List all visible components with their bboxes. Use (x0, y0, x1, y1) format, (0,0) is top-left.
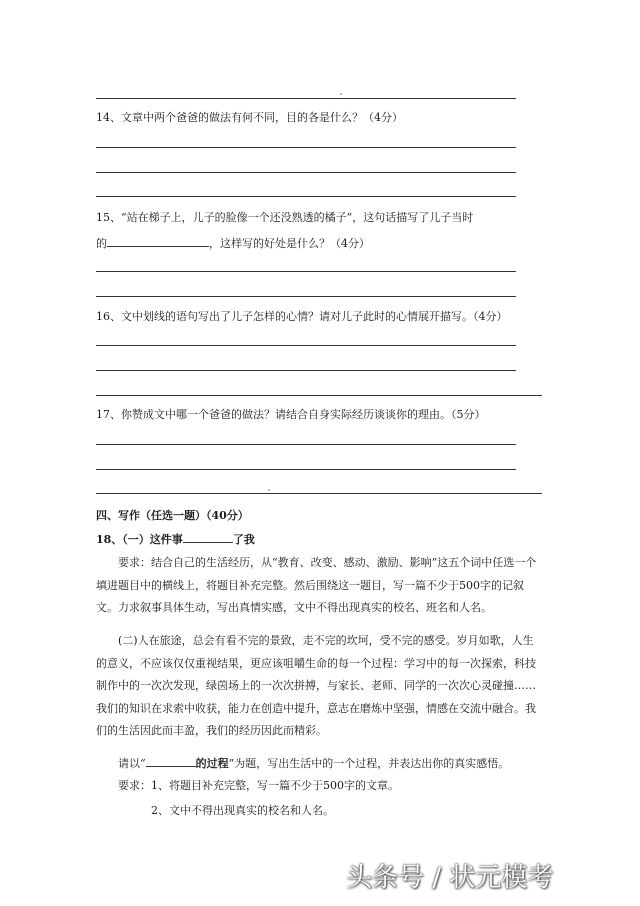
question-18-suffix: 了我 (232, 533, 255, 546)
question-15-pre: 的 (96, 237, 107, 250)
answer-line (96, 172, 516, 173)
question-14: 14、文章中两个爸爸的做法有何不同，目的各是什么？（4分） (96, 111, 403, 124)
fill-in-blank (183, 531, 233, 543)
requirement-1: 要求：结合自己的生活经历，从“教育、改变、感动、激励、影响”这五个词中任选一个填进题目中的横线上，将题目补充完整。然后围绕这一题目，写一篇不少于500字的记叙文。力求叙事具体生动，写出真情实感，文中不得出现真实的校名、班名和人名。 (96, 556, 537, 615)
answer-line (96, 395, 542, 396)
watermark: 头条号 / 状元模考 (346, 863, 554, 893)
prompt-pre: 请以“ (118, 757, 146, 770)
option-2-prompt (118, 755, 509, 771)
speck (340, 93, 342, 95)
answer-line (96, 196, 516, 197)
question-17: 17、你赞成文中哪一个爸爸的做法？请结合自身实际经历谈谈你的理由。（5分） (96, 408, 486, 421)
question-15-line2 (96, 235, 370, 251)
answer-line (96, 469, 516, 470)
question-15-post: ，这样写的好处是什么？（4分） (209, 237, 370, 250)
requirement-2-item-1: 要求：1、将题目补充完整，写一篇不少于500字的文章。 (118, 779, 399, 792)
question-16: 16、文中划线的语句写出了儿子怎样的心情？请对儿子此时的心情展开描写。（4分） (96, 310, 508, 323)
answer-line (96, 370, 516, 371)
question-18-title (96, 531, 255, 547)
answer-line (96, 345, 516, 346)
prompt-bold: 的过程 (195, 757, 229, 770)
answer-line (96, 493, 542, 494)
fill-in-blank (146, 755, 196, 767)
question-18-prefix: 18、（一）这件事 (96, 533, 183, 546)
writing-section-title: 四、写作（任选一题）（40分） (96, 509, 249, 522)
answer-line (96, 98, 516, 99)
prompt-post: ”为题，写出生活中的一个过程，并表达出你的真实感悟。 (228, 757, 510, 770)
answer-line (96, 147, 516, 148)
answer-line (96, 444, 516, 445)
question-15-line1: 15、“站在梯子上，儿子的脸像一个还没熟透的橘子”，这句话描写了儿子当时 (96, 211, 474, 224)
answer-line (96, 296, 516, 297)
answer-line (96, 271, 516, 272)
requirement-2-item-2: 2、文中不得出现真实的校名和人名。 (151, 804, 334, 817)
speck (268, 489, 270, 491)
option-2-text: (二)人在旅途，总会有看不完的景致，走不完的坎坷，受不完的感受。岁月如歌，人生的意义，不应该仅仅重视结果，更应该咀嚼生命的每一个过程：学习中的每一次探索，科技制作中的一次次发现，绿茵场上的一次次拼搏，与家长、老师、同学的一次次心灵碰撞……我们的知识在求索中收获，能力在创造中提升，意志在磨炼中坚强，情感在交流中融合。我们的生活因此而丰盈，我们的经历因此而精彩。 (96, 634, 536, 738)
fill-in-blank (107, 235, 209, 247)
